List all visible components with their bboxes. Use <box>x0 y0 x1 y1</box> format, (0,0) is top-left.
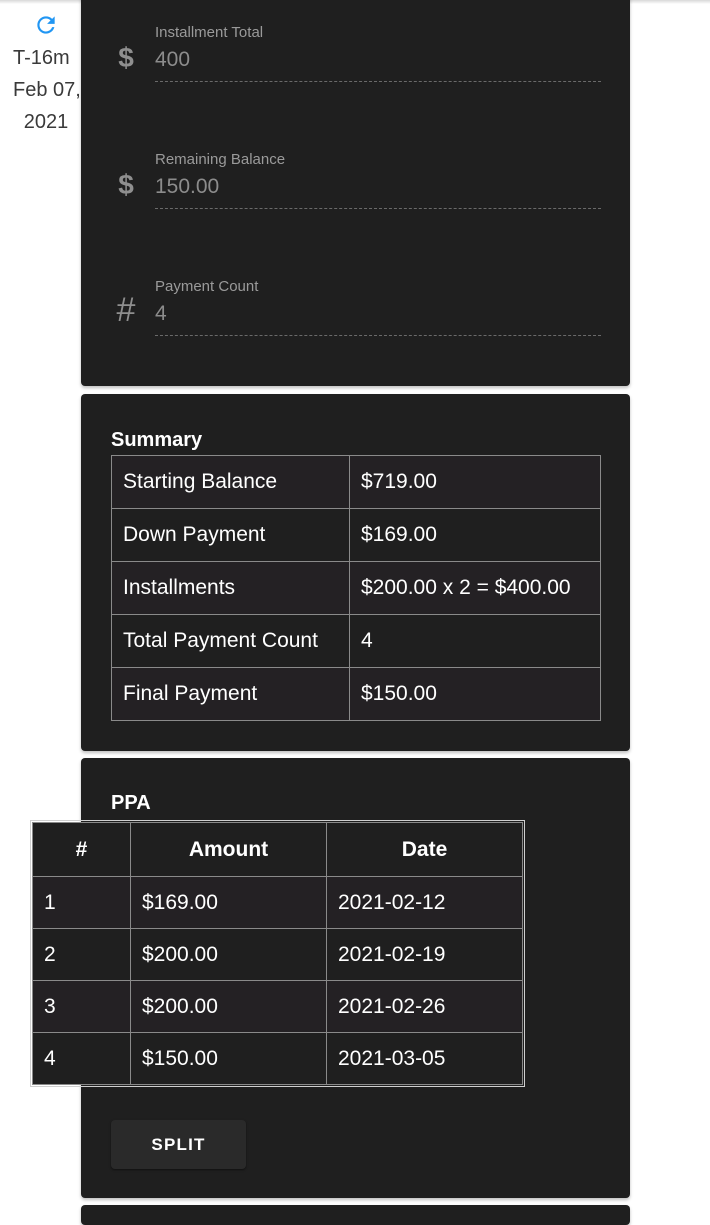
row-date: 2021-02-26 <box>327 981 523 1033</box>
field-underline <box>155 208 601 209</box>
row-date: 2021-02-12 <box>327 877 523 929</box>
payment-count-label: Payment Count <box>155 278 259 295</box>
summary-label: Starting Balance <box>112 456 350 509</box>
header-amount: Amount <box>131 823 327 877</box>
table-row <box>112 456 601 509</box>
row-amount: $200.00 <box>131 981 327 1033</box>
table-row <box>33 1033 523 1085</box>
row-index: 1 <box>33 877 131 929</box>
next-card <box>81 1205 630 1225</box>
refresh-icon[interactable] <box>33 12 59 38</box>
summary-title: Summary <box>111 429 203 451</box>
row-amount: $150.00 <box>131 1033 327 1085</box>
row-date: 2021-03-05 <box>327 1033 523 1085</box>
ppa-table-frame <box>30 820 525 1087</box>
table-row <box>33 877 523 929</box>
table-row <box>33 981 523 1033</box>
row-date: 2021-02-19 <box>327 929 523 981</box>
summary-value: $150.00 <box>350 668 601 721</box>
table-row <box>112 668 601 721</box>
header-index: # <box>33 823 131 877</box>
table-row <box>33 929 523 981</box>
installment-total-label: Installment Total <box>155 24 264 41</box>
row-amount: $169.00 <box>131 877 327 929</box>
table-row <box>112 509 601 562</box>
summary-value: $200.00 x 2 = $400.00 <box>350 562 601 615</box>
row-index: 2 <box>33 929 131 981</box>
row-index: 3 <box>33 981 131 1033</box>
payment-count-field[interactable] <box>81 262 630 342</box>
payment-count-input[interactable]: 4 <box>155 302 167 325</box>
table-header-row <box>33 823 523 877</box>
summary-label: Final Payment <box>112 668 350 721</box>
payment-inputs-card <box>81 0 630 386</box>
remaining-balance-label: Remaining Balance <box>155 151 286 168</box>
dollar-icon: $ <box>118 169 134 200</box>
installment-total-field[interactable] <box>81 8 630 88</box>
row-amount: $200.00 <box>131 929 327 981</box>
summary-table <box>111 455 601 721</box>
left-rail <box>0 12 92 138</box>
field-underline <box>155 335 601 336</box>
header-date: Date <box>327 823 523 877</box>
hash-icon: # <box>116 291 136 329</box>
date-line-2: 2021 <box>23 111 69 133</box>
summary-label: Installments <box>112 562 350 615</box>
dollar-icon: $ <box>118 42 134 73</box>
field-underline <box>155 81 601 82</box>
installment-total-input[interactable]: 400 <box>155 48 191 71</box>
time-label: T-16m <box>13 47 70 69</box>
summary-value: $719.00 <box>350 456 601 509</box>
summary-value: $169.00 <box>350 509 601 562</box>
summary-label: Down Payment <box>112 509 350 562</box>
summary-label: Total Payment Count <box>112 615 350 668</box>
table-row <box>112 562 601 615</box>
remaining-balance-input[interactable]: 150.00 <box>155 175 220 198</box>
ppa-title: PPA <box>111 792 151 814</box>
split-button[interactable]: SPLIT <box>111 1120 246 1169</box>
date-line-1: Feb 07, <box>13 79 81 101</box>
summary-value: 4 <box>350 615 601 668</box>
summary-card <box>81 394 630 751</box>
table-row <box>112 615 601 668</box>
row-index: 4 <box>33 1033 131 1085</box>
ppa-table <box>32 822 523 1085</box>
remaining-balance-field[interactable] <box>81 135 630 215</box>
